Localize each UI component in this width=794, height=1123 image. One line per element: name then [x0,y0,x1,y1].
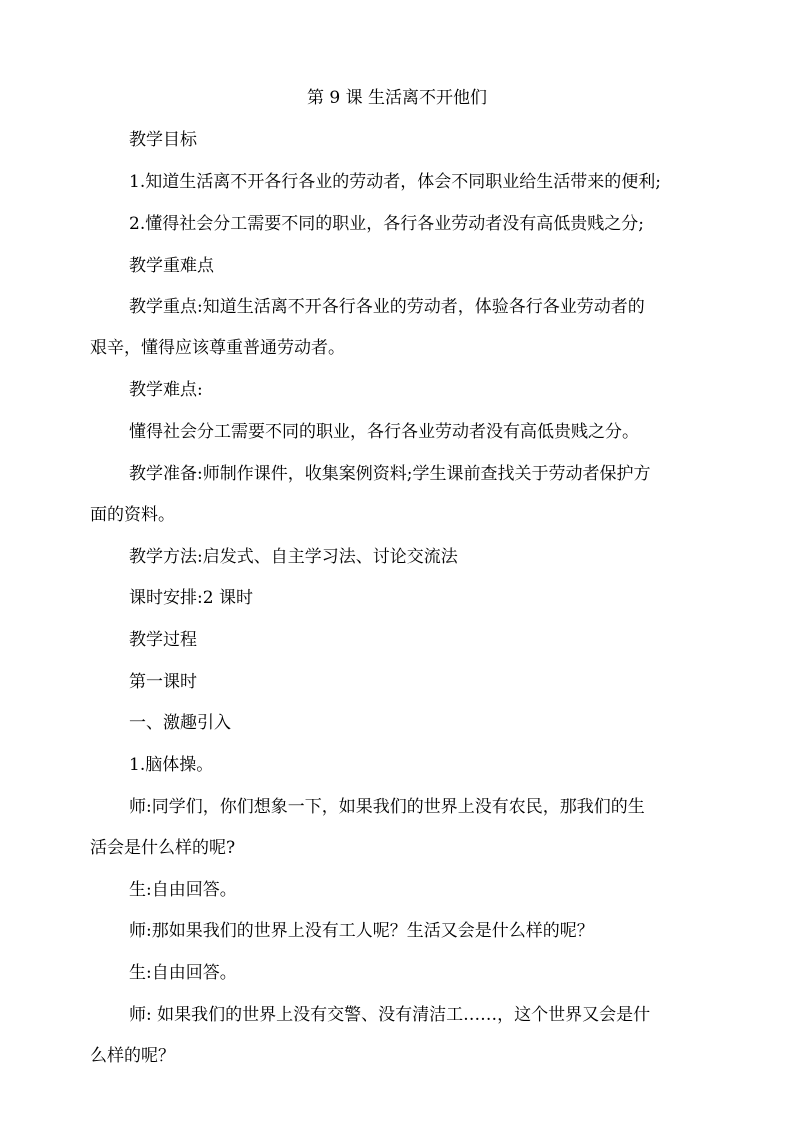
paragraph-key-point-line-1: 教学重点:知道生活离不开各行各业的劳动者，体验各行各业劳动者的 [129,297,645,317]
paragraph-teacher-2: 师:那如果我们的世界上没有工人呢？生活又会是什么样的呢？ [129,921,594,941]
paragraph-methods: 教学方法:启发式、自主学习法、讨论交流法 [129,547,458,567]
paragraph-first-lesson: 第一课时 [129,672,197,692]
paragraph-section-intro: 一、激趣引入 [129,713,231,733]
paragraph-teacher-1-line-1: 师:同学们，你们想象一下，如果我们的世界上没有农民，那我们的生 [129,797,645,817]
paragraph-key-points-heading: 教学重难点 [129,256,214,276]
paragraph-schedule: 课时安排:2 课时 [129,588,253,608]
paragraph-objectives-heading: 教学目标 [129,130,197,150]
paragraph-objective-2: 2.懂得社会分工需要不同的职业，各行各业劳动者没有高低贵贱之分; [129,214,644,234]
paragraph-teacher-3-line-1: 师: 如果我们的世界上没有交警、没有清洁工……，这个世界又会是什 [129,1005,651,1025]
paragraph-preparation-line-1: 教学准备:师制作课件，收集案例资料;学生课前查找关于劳动者保护方 [129,464,651,484]
paragraph-key-point-line-2: 艰辛，懂得应该尊重普通劳动者。 [90,338,345,358]
paragraph-objective-1: 1.知道生活离不开各行各业的劳动者，体会不同职业给生活带来的便利; [129,172,661,192]
paragraph-difficulty-heading: 教学难点: [129,380,203,400]
paragraph-brain-exercise: 1.脑体操。 [129,755,214,775]
paragraph-teacher-1-line-2: 活会是什么样的呢? [90,838,236,858]
paragraph-difficulty-text: 懂得社会分工需要不同的职业，各行各业劳动者没有高低贵贱之分。 [129,422,639,442]
paragraph-process-heading: 教学过程 [129,630,197,650]
paragraph-student-1: 生:自由回答。 [129,880,237,900]
paragraph-preparation-line-2: 面的资料。 [90,505,175,525]
paragraph-student-2: 生:自由回答。 [129,963,237,983]
paragraph-teacher-3-line-2: 么样的呢？ [90,1046,175,1066]
page-title: 第 9 课 生活离不开他们 [306,88,488,108]
